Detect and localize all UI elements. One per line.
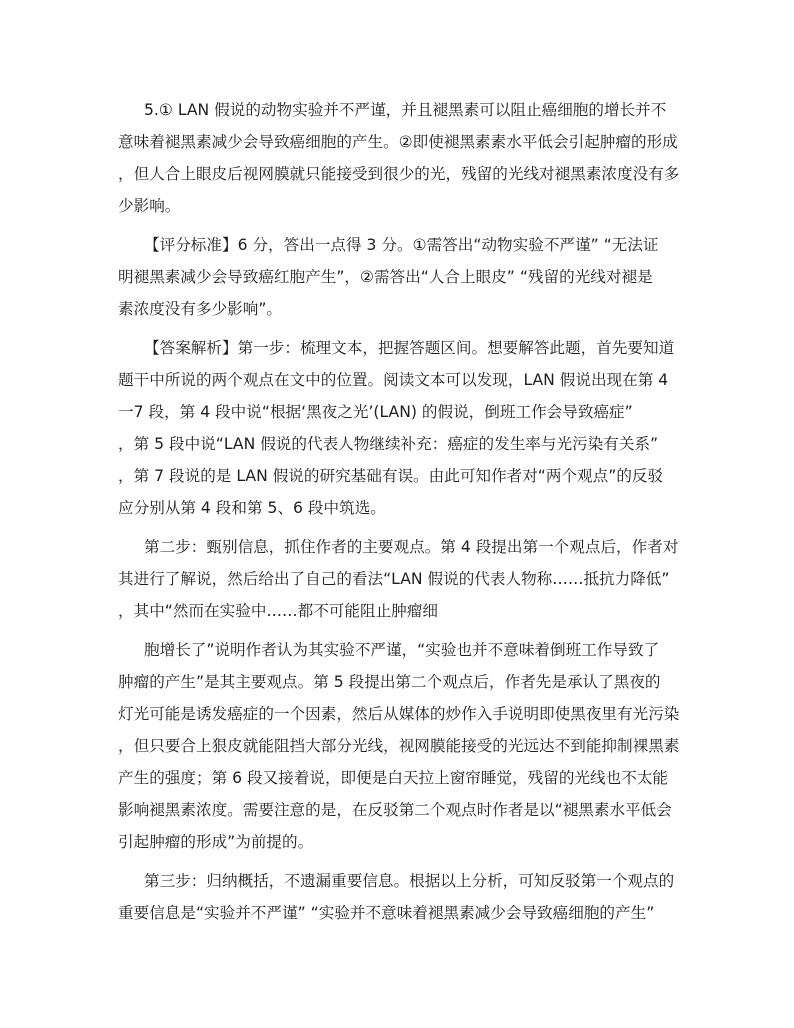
- text-line: ，但人合上眼皮后视网膜就只能接受到很少的光，残留的光线对褪黑素浓度没有多: [118, 165, 680, 183]
- answer-analysis-paragraph: [118, 332, 682, 524]
- text-line: 引起肿瘤的形成”为前提的。: [118, 833, 314, 851]
- text-line: 重要信息是“实验并不严谨” “实验并不意味着褪黑素减少会导致癌细胞的产生”: [118, 904, 655, 922]
- text-line: ，其中“然而在实验中……都不可能阻止肿瘤细: [118, 602, 438, 620]
- scoring-standard-paragraph: [118, 229, 682, 325]
- text-line: 5.① LAN 假说的动物实验并不严谨，并且褪黑素可以阻止癌细胞的增长并不: [144, 101, 667, 119]
- step-three-paragraph: [118, 865, 682, 929]
- text-line: ，但只要合上狠皮就能阻挡大部分光线，视网膜能接受的光远达不到能抑制裸黑素: [118, 737, 680, 755]
- text-line: 灯光可能是诱发癌症的一个因素，然后从媒体的炒作入手说明即使黑夜里有光污染: [118, 705, 680, 723]
- text-line: 其进行了解说，然后给出了自己的看法“LAN 假说的代表人物称……抵抗力降低”: [118, 570, 670, 588]
- text-line: ，第 7 段说的是 LAN 假说的研究基础有误。由此可知作者对“两个观点”的反驳: [118, 467, 664, 485]
- text-line: 第三步：归纳概括，不遗漏重要信息。根据以上分析，可知反驳第一个观点的: [144, 872, 675, 890]
- text-line: 少影响。: [118, 197, 181, 215]
- text-line: 胞增长了”说明作者认为其实验不严谨，“实验也并不意味着倒班工作导致了: [144, 641, 660, 659]
- text-line: 一7 段，第 4 段中说“根据‘黑夜之光’(LAN) 的假说，倒班工作会导致癌症”: [118, 403, 633, 421]
- text-line: 明褪黑素减少会导致癌红胞产生”，②需答出“人合上眼皮” “残留的光线对褪是: [118, 268, 653, 286]
- step-two-continued-paragraph: [118, 634, 682, 858]
- text-line: 产生的强度；第 6 段又接着说，即便是白天拉上窗帘睡觉，残留的光线也不太能: [118, 769, 669, 787]
- text-line: 素浓度没有多少影响”。: [118, 300, 283, 318]
- text-line: 第二步：甄别信息，抓住作者的主要观点。第 4 段提出第一个观点后，作者对: [144, 538, 679, 556]
- step-two-paragraph: [118, 531, 682, 627]
- text-line: 肿瘤的产生”是其主要观点。第 5 段提出第二个观点后，作者先是承认了黑夜的: [118, 673, 661, 691]
- answer-point-5-paragraph: [118, 94, 682, 222]
- text-line: ，第 5 段中说“LAN 假说的代表人物继续补充：癌症的发生率与光污染有关系”: [118, 435, 659, 453]
- text-line: 影响褪黑素浓度。需要注意的是，在反驳第二个观点时作者是以“褪黑素水平低会: [118, 801, 672, 819]
- text-line: 意味着褪黑素减少会导致癌细胞的产生。②即使褪黑素素水平低会引起肿瘤的形成: [118, 133, 678, 151]
- text-line: 【评分标准】6 分，答出一点得 3 分。①需答出“动物实验不严谨” “无法证: [144, 236, 659, 254]
- text-line: 题干中所说的两个观点在文中的位置。阅读文本可以发现，LAN 假说出现在第 4: [118, 371, 669, 389]
- text-line: 应分别从第 4 段和第 5、6 段中筑选。: [118, 499, 386, 517]
- text-line: 【答案解析】第一步：梳理文本，把握答题区间。想要解答此题，首先要知道: [144, 339, 675, 357]
